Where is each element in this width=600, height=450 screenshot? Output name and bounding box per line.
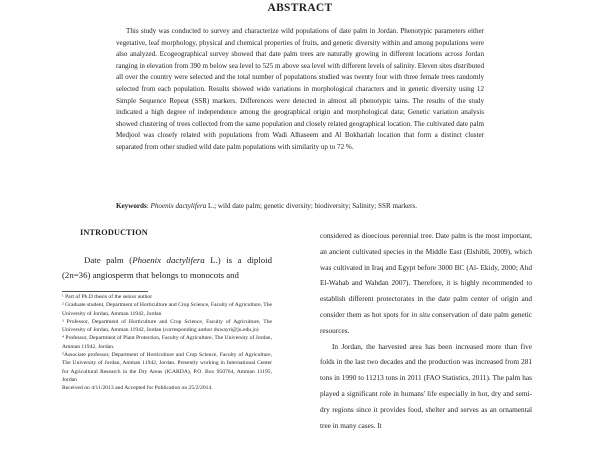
right-p1-text: considered as dioecious perennial tree. Date palm is the most important, an ancient cultivated species in the Middle East (Elshibli, 2009), which was cultivated in Iraq and Egypt before 3000 BC (Al- Ekidy, 2000; Ahd El-Wahab and Wahdan 2007). Therefore, it is highly recommended to establish different protectorates in the date palm center of origin and consider them as hot spots for: [320, 231, 532, 319]
right-paragraph-1: [320, 228, 532, 339]
keywords-list: L.; wild date palm; genetic diversity; biodiversity; Salinity; SSR markers.: [206, 202, 418, 210]
footnote-1: ¹ Part of Ph.D thesis of the senior author: [62, 294, 153, 300]
footnote-2: ² Graduate student, Department of Horticulture and Crop Science, Faculty of Agriculture, The University of Jordan, Amman 11942, Jordan: [62, 302, 272, 317]
keywords-colon: :: [146, 202, 151, 210]
abstract-body: This study was conducted to survey and characterize wild populations of date palm in Jordan. Phenotypic parameters either vegetative, leaf morphology, physical and chemical properties of fruits, and genetic diversity within and among populations were also analyzed. Ecogeographical survey showed that date palm trees are naturally growing in different locations across Jordan ranging in elevation from 390 m below sea level to 525 m above sea level with different levels of salinity. Eleven sites distributed all over the country were selected and the total number of populations studied was twenty four with three female trees randomly selected from each population. Results showed wide variations in morphological characters and in genetic diversity using 12 Simple Sequence Repeat (SSR) markers. Differences were detected in almost all phenotypic tains. The results of the study indicated a high degree of independence among the geographical origin and morphological data; Genetic variation analysis showed clustering of trees collected from the same population and closely related geographical location. The cultivated date palm Medjool was closely related with populations from Wadi Alhaseem and Al Bokhariah location that form a distinct cluster separated from other studied wild date palm populations with similarity up to 72 %.: [116, 27, 484, 151]
keywords-species: Phoenix dactylifera: [150, 202, 207, 210]
footnote-5: ⁵Associate professor, Department of Horticulture and Crop Science, Faculty of Agriculture, The University of Jordan, Amman 11942, Jordan. Presently working in International Center for Agricultural Research in the Dry Areas (ICARDA), P.O. Box 950764, Amman 11195, Jordan: [62, 352, 272, 383]
intro-text-end: L.) is a diploid (2n=36) angiosperm that belongs to monocots and: [62, 255, 272, 280]
footnote-4: ⁴ Professor, Department of Plant Protection, Faculty of Agriculture, The University of Jordan, Amman 11942, Jordan.: [62, 335, 272, 350]
introduction-heading: INTRODUCTION: [80, 228, 148, 237]
footnote-3: ³ Professor, Department of Horticulture and Crop Science, Faculty of Agriculture, The University of Jordan, Amman 11942, Jordan (corresponding author duwayri@ju.edu.jo): [62, 318, 272, 334]
footnotes: [62, 293, 272, 393]
abstract-heading: ABSTRACT: [267, 2, 333, 14]
right-column: [320, 228, 532, 433]
footnote-divider: [62, 291, 148, 292]
intro-species-name: Phoenix dactylifera: [132, 255, 205, 265]
right-p1-end: conservation of date palm genetic resources.: [320, 309, 533, 335]
right-paragraph-2: In Jordan, the harvested area has been increased more than five folds in the last two decades and the production was increased from 281 tons in 1990 to 11213 tons in 2011 (FAO Statistics, 2011). The palm has played a significant role in humans' life especially in hot, dry and semi-dry regions since it provides food, shelter and serves as an ornamental tree in many cases. It: [320, 341, 532, 430]
keywords-line: [116, 201, 486, 211]
intro-text-start: Date palm (: [84, 255, 133, 265]
keywords-label: Keywords: [116, 202, 147, 210]
footnote-received: Received on 4/11/2013 and Accepted for Publication on 25/2/2014.: [62, 385, 213, 392]
right-p1-italic: in situ: [411, 309, 430, 319]
introduction-paragraph: [62, 253, 272, 283]
